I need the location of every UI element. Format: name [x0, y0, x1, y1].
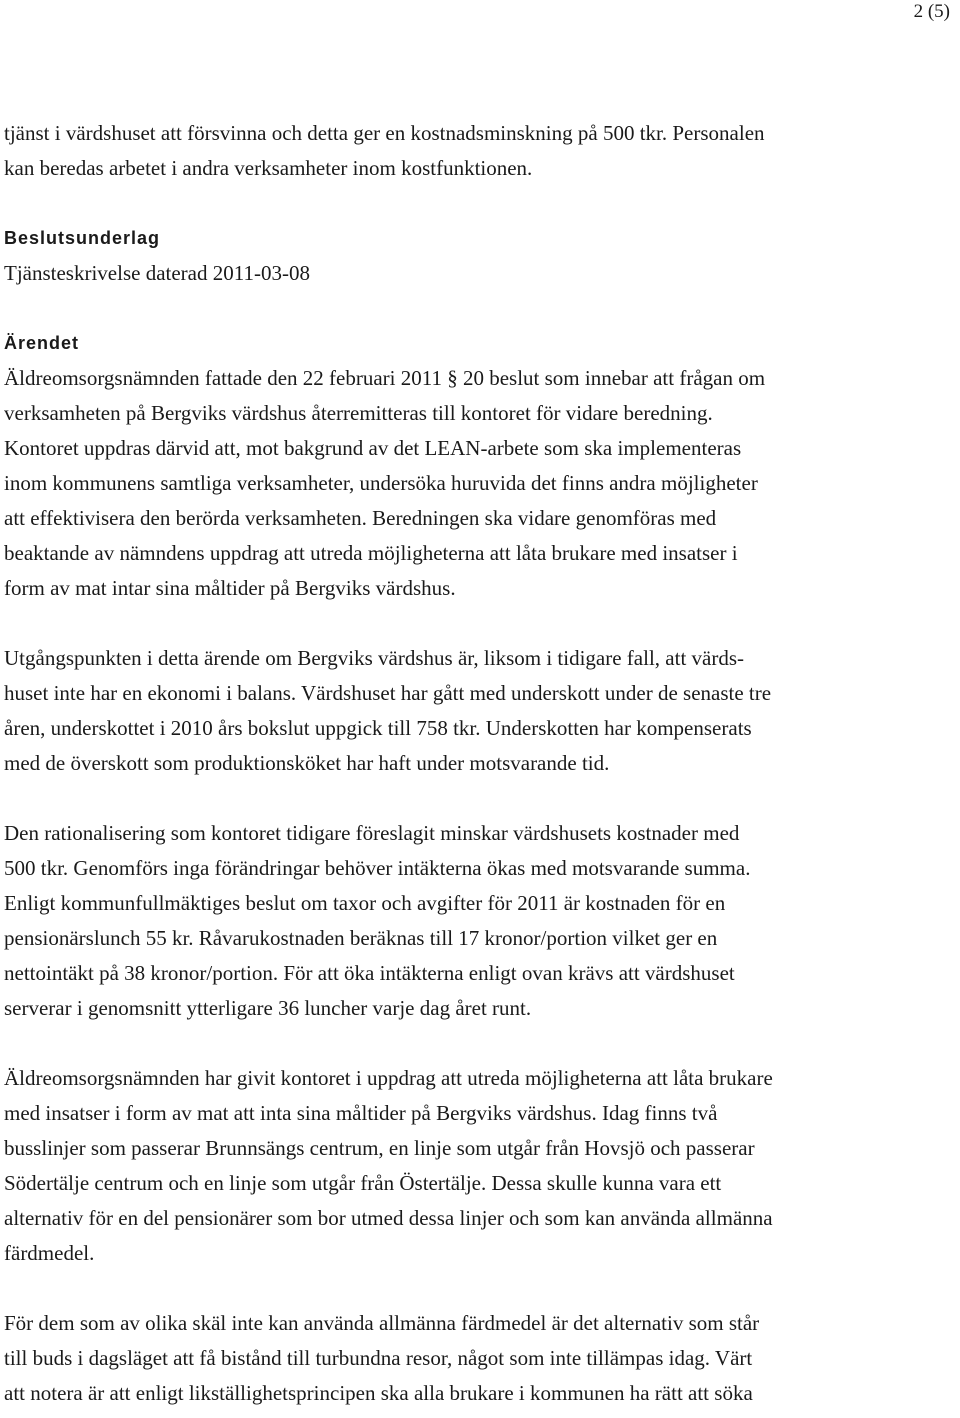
text-line: Den rationalisering som kontoret tidigare föreslagit minskar värdshusets kostnader med — [4, 821, 740, 845]
text-line: pensionärslunch 55 kr. Råvarukostnaden beräknas till 17 kronor/portion vilket ger en — [4, 926, 718, 950]
text-line: beaktande av nämndens uppdrag att utreda möjligheterna att låta brukare med insatser i — [4, 541, 738, 565]
text-line: 500 tkr. Genomförs inga förändringar behöver intäkterna ökas med motsvarande summa. — [4, 856, 751, 880]
text-line: busslinjer som passerar Brunnsängs centrum, en linje som utgår från Hovsjö och passerar — [4, 1136, 755, 1160]
text-line: att notera är att enligt likställighetsprincipen ska alla brukare i kommunen ha rätt att söka — [4, 1381, 753, 1405]
text-line: Utgångspunkten i detta ärende om Bergviks värdshus är, liksom i tidigare fall, att värds- — [4, 646, 745, 670]
text-line: För dem som av olika skäl inte kan använda allmänna färdmedel är det alternativ som står — [4, 1311, 760, 1335]
text-line: till buds i dagsläget att få bistånd till turbundna resor, något som inte tillämpas idag. Värt — [4, 1346, 753, 1370]
text-line: huset inte har en ekonomi i balans. Värdshuset har gått med underskott under de senaste tre — [4, 681, 772, 705]
text-line: verksamheten på Bergviks värdshus återremitteras till kontoret för vidare beredning. — [4, 401, 713, 425]
text-line: Kontoret uppdras därvid att, mot bakgrund av det LEAN-arbete som ska implementeras — [4, 436, 742, 460]
text-line: serverar i genomsnitt ytterligare 36 luncher varje dag året runt. — [4, 996, 532, 1020]
text-line: nettointäkt på 38 kronor/portion. För att öka intäkterna enligt ovan krävs att värdshuset — [4, 961, 735, 985]
text-line: Äldreomsorgsnämnden fattade den 22 februari 2011 § 20 beslut som innebar att frågan om — [4, 366, 766, 390]
beslutsunderlag-section — [4, 221, 944, 291]
text-line: Södertälje centrum och en linje som utgår från Östertälje. Dessa skulle kunna vara ett — [4, 1171, 722, 1195]
text-line: att effektivisera den berörda verksamheten. Beredningen ska vidare genomföras med — [4, 506, 717, 530]
page-number: 2 (5) — [913, 1, 950, 22]
text-line: tjänst i värdshuset att försvinna och detta ger en kostnadsminskning på 500 tkr. Personalen — [4, 121, 765, 145]
text-line: kan beredas arbetet i andra verksamheter inom kostfunktionen. — [4, 156, 533, 180]
text-line: Äldreomsorgsnämnden har givit kontoret i uppdrag att utreda möjligheterna att låta brukare — [4, 1066, 773, 1090]
paragraph — [4, 816, 944, 1026]
document-body — [4, 116, 944, 1411]
text-line: Enligt kommunfullmäktiges beslut om taxor och avgifter för 2011 är kostnaden för en — [4, 891, 726, 915]
text-line: Tjänsteskrivelse daterad 2011-03-08 — [4, 261, 310, 285]
text-line: med de överskott som produktionsköket har haft under motsvarande tid. — [4, 751, 610, 775]
text-line: med insatser i form av mat att inta sina måltider på Bergviks värdshus. Idag finns två — [4, 1101, 718, 1125]
paragraph — [4, 361, 944, 606]
paragraph — [4, 1061, 944, 1271]
arendet-section — [4, 326, 944, 1411]
text-line: färdmedel. — [4, 1241, 95, 1265]
section-heading: Ärendet — [4, 333, 80, 353]
text-line: alternativ för en del pensionärer som bor utmed dessa linjer och som kan använda allmänna — [4, 1206, 773, 1230]
section-heading: Beslutsunderlag — [4, 228, 161, 248]
paragraph — [4, 1306, 944, 1411]
text-line: åren, underskottet i 2010 års bokslut uppgick till 758 tkr. Underskotten har kompenserats — [4, 716, 752, 740]
intro-paragraph — [4, 116, 944, 186]
text-line: inom kommunens samtliga verksamheter, undersöka huruvida det finns andra möjligheter — [4, 471, 758, 495]
text-line: form av mat intar sina måltider på Bergviks värdshus. — [4, 576, 456, 600]
paragraph — [4, 641, 944, 781]
